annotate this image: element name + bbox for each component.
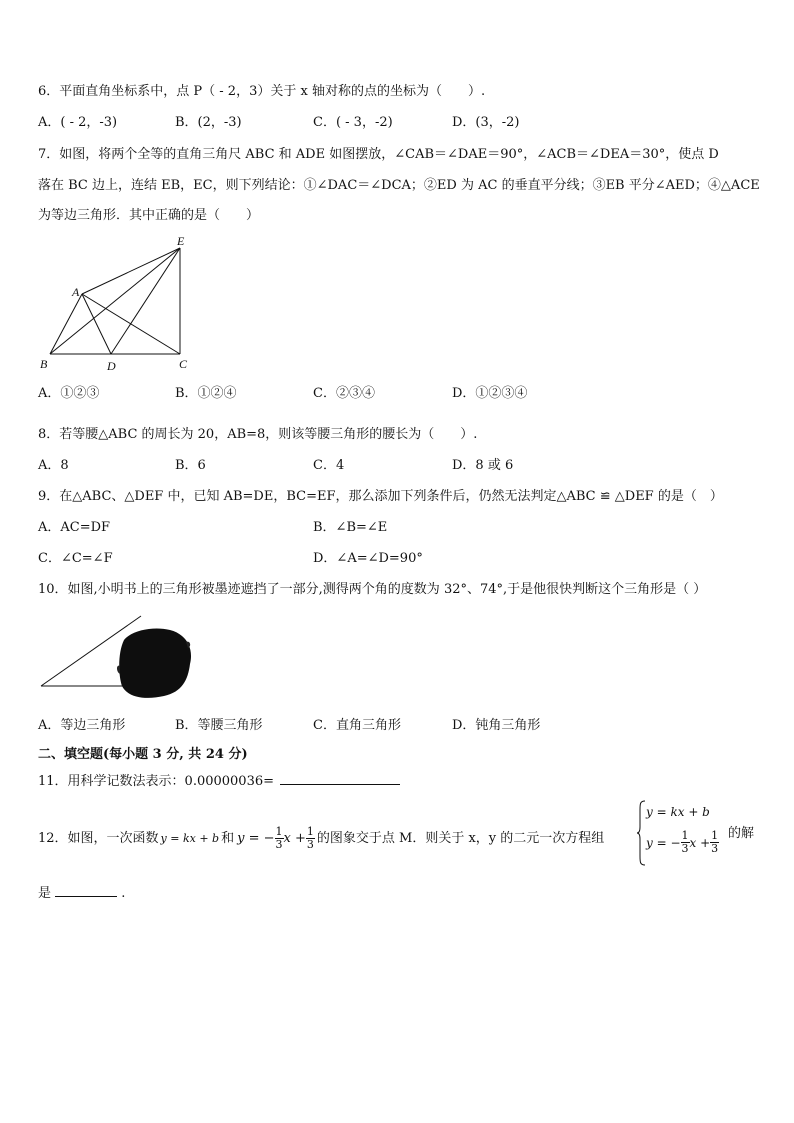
q9-option-d[interactable]: D．∠A=∠D=90° xyxy=(313,551,423,566)
q12-lead: 12．如图，一次函数 xyxy=(38,830,159,846)
q12-tail: 的解 xyxy=(728,826,755,841)
q11-line xyxy=(38,772,400,790)
label-b: B xyxy=(40,357,48,371)
q10-option-b[interactable]: B．等腰三角形 xyxy=(175,718,263,733)
q12-func1: y = kx + b xyxy=(160,831,220,845)
q8-stem: 8．若等腰△ABC 的周长为 20，AB=8，则该等腰三角形的腰长为（ ）. xyxy=(38,427,478,442)
q10-option-d[interactable]: D．钝角三角形 xyxy=(452,718,541,733)
q7-stem-line3: 为等边三角形．其中正确的是（ ） xyxy=(38,208,260,223)
q8-option-b[interactable]: B．6 xyxy=(175,458,206,473)
q6-option-d[interactable]: D．(3，-2) xyxy=(452,115,520,130)
system-equation-2 xyxy=(646,830,719,855)
q8-option-a[interactable]: A．8 xyxy=(38,458,69,473)
segment-ab xyxy=(50,294,82,354)
q10-stem: 10．如图,小明书上的三角形被墨迹遮挡了一部分,测得两个角的度数为 32°、74°,于是他很快判断这个三角形是（ ） xyxy=(38,582,707,597)
q12-answer-blank[interactable] xyxy=(55,884,117,897)
q12-y-eq: y = − xyxy=(237,830,275,846)
system-eq2-y: y = − xyxy=(646,835,681,850)
q12-line xyxy=(38,826,604,851)
q7-option-b[interactable]: B．①②④ xyxy=(175,386,237,401)
system-equation-1: y = kx + b xyxy=(646,805,710,819)
q12-x-plus: x + xyxy=(283,830,306,846)
q9-option-a[interactable]: A．AC=DF xyxy=(38,520,111,535)
segment-eb xyxy=(50,248,180,354)
ink-blot xyxy=(119,628,191,697)
label-d: D xyxy=(107,359,116,373)
q11-stem: 11．用科学记数法表示：0.00000036= xyxy=(38,774,275,789)
q6-option-a[interactable]: A．( - 2，-3) xyxy=(38,115,118,130)
q10-figure xyxy=(36,606,196,702)
q6-option-b[interactable]: B．(2，-3) xyxy=(175,115,242,130)
system-eq2-x-plus: x + xyxy=(689,835,711,850)
q8-option-d[interactable]: D．8 或 6 xyxy=(452,458,514,473)
section-title-fill-in: 二、填空题(每小题 3 分, 共 24 分) xyxy=(38,747,248,762)
system-eq2-fraction-1: $\frac{1}{3}$ xyxy=(681,829,689,855)
label-c: C xyxy=(179,357,188,371)
q6-stem: 6．平面直角坐标系中，点 P（ - 2，3）关于 x 轴对称的点的坐标为（ ）. xyxy=(38,84,486,99)
system-brace xyxy=(636,800,646,866)
q9-stem: 9．在△ABC、△DEF 中，已知 AB=DE，BC=EF，那么添加下列条件后，仍然无法判定△ABC ≌ △DEF 的是（ ） xyxy=(38,489,723,504)
q11-answer-blank[interactable] xyxy=(280,772,400,785)
q9-option-c[interactable]: C．∠C=∠F xyxy=(38,551,113,566)
q10-option-c[interactable]: C．直角三角形 xyxy=(313,718,401,733)
q12-fraction-2: $\frac{1}{3}$ xyxy=(306,825,314,851)
q7-stem-line1: 7．如图，将两个全等的直角三角尺 ABC 和 ADE 如图摆放，∠CAB＝∠DAE＝90°，∠ACB＝∠DEA＝30°，使点 D xyxy=(38,147,719,162)
q7-stem-line2: 落在 BC 边上，连结 EB，EC，则下列结论：①∠DAC＝∠DCA；②ED 为 AC 的垂直平分线；③EB 平分∠AED；④△ACE xyxy=(38,178,760,193)
q12-second-line: 是 xyxy=(38,886,52,901)
q7-option-c[interactable]: C．②③④ xyxy=(313,386,375,401)
q12-and: 和 xyxy=(221,830,235,846)
q9-option-b[interactable]: B．∠B=∠E xyxy=(313,520,388,535)
q12-mid: 的图象交于点 M．则关于 x，y 的二元一次方程组 xyxy=(316,830,605,846)
label-a: A xyxy=(72,285,80,299)
q12-line2 xyxy=(38,884,125,902)
q7-option-d[interactable]: D．①②③④ xyxy=(452,386,528,401)
q7-option-a[interactable]: A．①②③ xyxy=(38,386,100,401)
q8-option-c[interactable]: C．4 xyxy=(313,458,345,473)
system-eq2-fraction-2: $\frac{1}{3}$ xyxy=(711,829,719,855)
q10-option-a[interactable]: A．等边三角形 xyxy=(38,718,126,733)
q6-option-c[interactable]: C．( - 3，-2) xyxy=(313,115,393,130)
q12-end: . xyxy=(121,886,126,901)
label-e: E xyxy=(177,234,185,248)
q7-figure xyxy=(36,232,206,374)
q12-fraction-1: $\frac{1}{3}$ xyxy=(275,825,283,851)
